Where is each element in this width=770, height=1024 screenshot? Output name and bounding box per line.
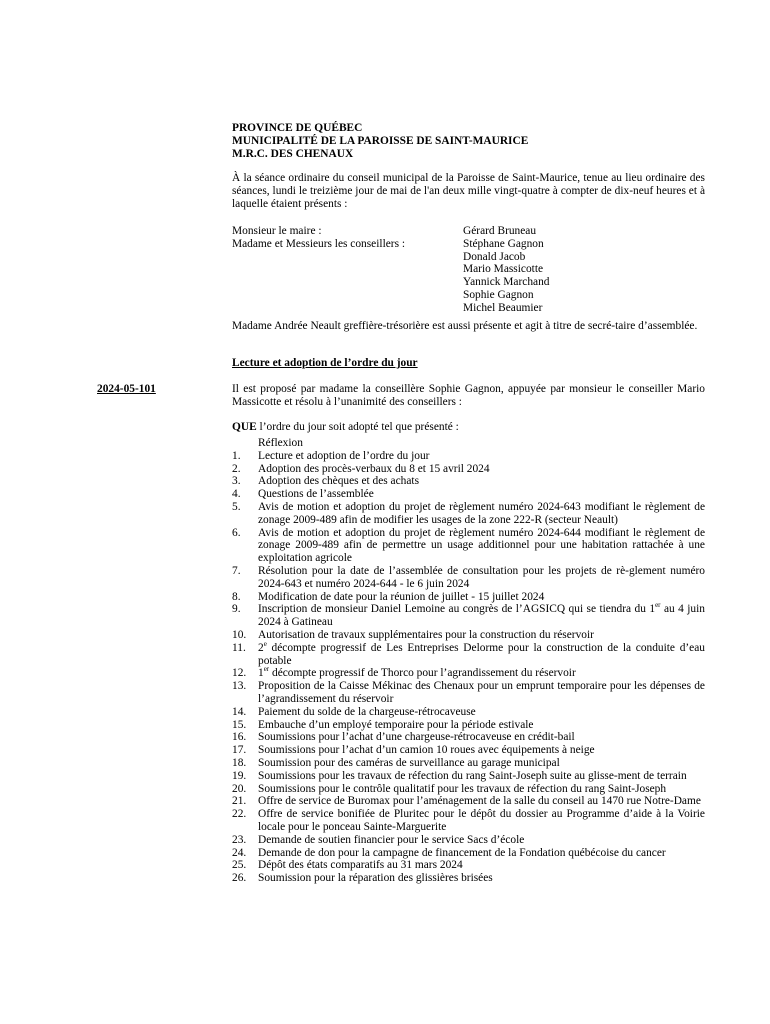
list-item	[232, 488, 705, 501]
item-text: Offre de service bonifiée de Pluritec pour le dépôt du dossier au Programme d’aide à la Voirie locale pour le ponceau Sainte-Marguerite	[258, 808, 705, 833]
list-item	[232, 603, 705, 629]
item-text: Soumissions pour les travaux de réfection du rang Saint-Joseph suite au glisse-ment de terrain	[258, 769, 687, 782]
list-item	[232, 629, 705, 642]
item-number: 2.	[232, 462, 241, 475]
item-text: Autorisation de travaux supplémentaires pour la construction du réservoir	[258, 628, 594, 641]
councillor-name: Yannick Marchand	[463, 276, 550, 289]
list-item	[232, 847, 705, 860]
list-item	[232, 757, 705, 770]
item-text: Demande de soutien financier pour le service Sacs d’école	[258, 833, 525, 846]
item-text: Adoption des chèques et des achats	[258, 475, 420, 488]
clerk-paragraph: Madame Andrée Neault greffière-trésorière est aussi présente et agit à titre de secré-taire d’assemblée.	[232, 320, 698, 332]
item-text: Questions de l’assemblée	[258, 488, 374, 501]
list-item	[232, 783, 705, 796]
councillors-role: Madame et Messieurs les conseillers :	[232, 237, 406, 250]
item-text: Soumissions pour l’achat d’une chargeuse-rétrocaveuse en crédit-bail	[258, 731, 575, 744]
member-row	[232, 263, 705, 276]
item-text: Soumissions pour l’achat d’un camion 10 roues avec équipements à neige	[258, 744, 595, 757]
item-number: 9.	[232, 603, 241, 616]
item-text: décompte progressif de Les Entreprises Delorme pour la construction de la conduite d’eau potable	[258, 641, 705, 667]
list-item	[232, 731, 705, 744]
ordinal-suffix: er	[655, 601, 661, 610]
list-item	[232, 463, 705, 476]
item-text: Soumission pour la réparation des glissières brisées	[258, 872, 493, 885]
item-text: Embauche d’un employé temporaire pour la période estivale	[258, 718, 534, 731]
list-item	[232, 872, 705, 885]
councillor-name: Sophie Gagnon	[463, 288, 534, 301]
item-number: 15.	[232, 718, 247, 731]
councillor-name: Michel Beaumier	[463, 301, 543, 314]
list-item	[232, 639, 705, 668]
agenda-list	[232, 437, 705, 885]
resolution-number: 2024-05-101	[97, 383, 156, 395]
councillor-name: Donald Jacob	[463, 250, 526, 263]
item-text: Résolution pour la date de l’assemblée de consultation pour les projets de rè-glement numéro 2024-643 et numéro 2024-644 - le 6 juin 2024	[258, 564, 705, 590]
item-number: 5.	[232, 500, 241, 513]
item-number: 1.	[232, 449, 241, 462]
intro-paragraph: À la séance ordinaire du conseil municipal de la Paroisse de Saint-Maurice, tenue au lieu ordinaire des séances, lundi le treizième jour de mai de l'an deux mille vingt-quatre à compter de dix-neuf heures et à laquelle étaient présents :	[232, 172, 705, 210]
item-number: 13.	[232, 680, 247, 693]
list-item	[232, 808, 705, 834]
mayor-role: Monsieur le maire :	[232, 225, 322, 237]
list-item	[232, 475, 705, 488]
item-text: 2	[258, 641, 264, 654]
list-item	[232, 501, 705, 527]
que-line	[232, 421, 459, 434]
section-title: Lecture et adoption de l’ordre du jour	[232, 357, 418, 369]
item-text: décompte progressif de Thorco pour l’agrandissement du réservoir	[269, 667, 576, 680]
item-text: Avis de motion et adoption du projet de règlement numéro 2024-644 modifiant le règlement de zonage 2009-489 afin de permettre un usage additionnel pour une habitation rattachée à une exploitation agricole	[258, 526, 705, 565]
list-item	[232, 565, 705, 591]
item-number: 12.	[232, 667, 247, 680]
item-number: 19.	[232, 769, 247, 782]
item-number: 16.	[232, 731, 247, 744]
item-number: 21.	[232, 795, 247, 808]
item-number: 11.	[232, 641, 246, 654]
item-text: Offre de service de Buromax pour l’aménagement de la salle du conseil au 1470 rue Notre-Dame	[258, 795, 701, 808]
list-item	[232, 667, 705, 680]
list-item	[232, 437, 705, 450]
item-number: 18.	[232, 756, 247, 769]
members-list	[232, 225, 705, 315]
list-item	[232, 591, 705, 604]
item-number: 22.	[232, 808, 247, 821]
item-number: 20.	[232, 782, 247, 795]
item-number: 25.	[232, 859, 247, 872]
list-item	[232, 770, 705, 783]
member-row	[232, 251, 705, 264]
list-item	[232, 527, 705, 565]
item-number: 14.	[232, 705, 247, 718]
header-mrc: M.R.C. DES CHENAUX	[232, 147, 354, 160]
item-number: 23.	[232, 833, 247, 846]
item-text: Proposition de la Caisse Mékinac des Chenaux pour un emprunt temporaire pour les dépenses de l’agrandissement du réservoir	[258, 680, 705, 705]
councillor-name: Mario Massicotte	[463, 263, 544, 276]
mayor-name: Gérard Bruneau	[463, 225, 537, 237]
item-text: Modification de date pour la réunion de juillet - 15 juillet 2024	[258, 590, 545, 603]
item-text: 1	[258, 667, 264, 680]
member-row	[232, 276, 705, 289]
member-row	[232, 289, 705, 302]
item-number: 4.	[232, 488, 241, 501]
header-municipality: MUNICIPALITÉ DE LA PAROISSE DE SAINT-MAURICE	[232, 134, 529, 147]
member-row	[232, 225, 705, 238]
item-number: 3.	[232, 475, 241, 488]
item-number: 26.	[232, 872, 247, 885]
list-item	[232, 706, 705, 719]
list-item	[232, 795, 705, 808]
list-item	[232, 859, 705, 872]
list-item	[232, 719, 705, 732]
ordinal-suffix: er	[263, 665, 270, 674]
item-number: 24.	[232, 846, 247, 859]
item-text: Soumission pour des caméras de surveillance au garage municipal	[258, 756, 560, 769]
list-item	[232, 450, 705, 463]
list-item	[232, 680, 705, 706]
list-item	[232, 744, 705, 757]
item-text: Demande de don pour la campagne de financement de la Fondation québécoise du cancer	[258, 846, 666, 859]
item-text: Réflexion	[258, 437, 303, 449]
councillor-name: Stéphane Gagnon	[463, 237, 544, 250]
item-text: Soumissions pour le contrôle qualitatif pour les travaux de réfection du rang Saint-Joseph	[258, 782, 667, 795]
member-row	[232, 238, 705, 251]
item-number: 10.	[232, 628, 247, 641]
item-number: 8.	[232, 590, 241, 603]
document-header	[232, 122, 528, 160]
item-text: Paiement du solde de la chargeuse-rétrocaveuse	[258, 705, 476, 718]
item-text: Adoption des procès-verbaux du 8 et 15 avril 2024	[258, 462, 490, 475]
item-text: Avis de motion et adoption du projet de règlement numéro 2024-643 modifiant le règlement de zonage 2009-489 afin de modifier les usages de la zone 222-R (secteur Neault)	[258, 500, 705, 526]
header-province: PROVINCE DE QUÉBEC	[232, 122, 363, 134]
item-number: 17.	[232, 744, 247, 757]
item-number: 7.	[232, 564, 241, 577]
que-label: QUE	[232, 421, 257, 433]
item-text: Lecture et adoption de l’ordre du jour	[258, 449, 430, 462]
item-text: Inscription de monsieur Daniel Lemoine au congrès de l’AGSICQ qui se tiendra du 1	[258, 603, 656, 616]
ordinal-suffix: e	[263, 639, 267, 648]
list-item	[232, 834, 705, 847]
item-text: au 4 juin 2024 à Gatineau	[258, 603, 705, 629]
item-text: Dépôt des états comparatifs au 31 mars 2024	[258, 859, 463, 872]
item-number: 6.	[232, 526, 241, 539]
proposal-paragraph: Il est proposé par madame la conseillère Sophie Gagnon, appuyée par monsieur le conseiller Mario Massicotte et résolu à l’unanimité des conseillers :	[232, 383, 705, 408]
member-row	[232, 302, 705, 315]
que-text: l’ordre du jour soit adopté tel que présenté :	[256, 421, 459, 433]
